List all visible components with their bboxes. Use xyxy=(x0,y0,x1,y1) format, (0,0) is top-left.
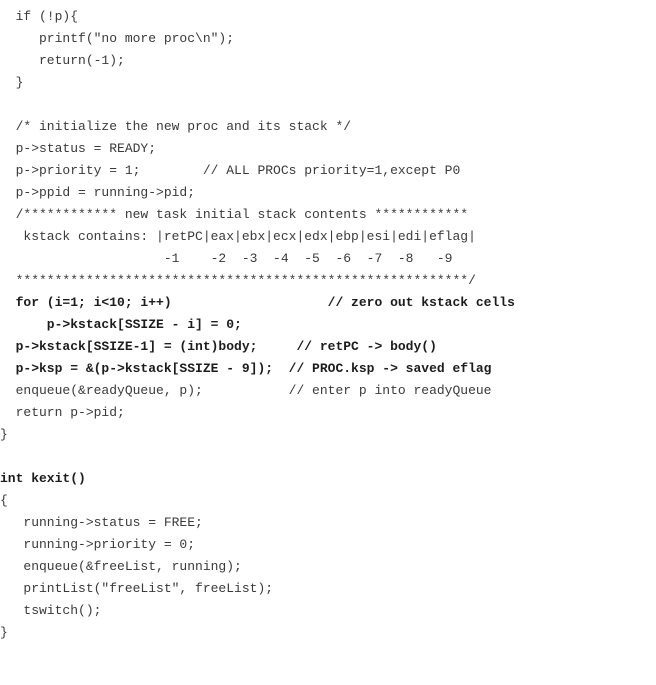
code-line: /* initialize the new proc and its stack */ xyxy=(0,119,352,134)
code-line: return p->pid; xyxy=(0,405,125,420)
code-line: running->priority = 0; xyxy=(0,537,196,552)
code-line: p->ppid = running->pid; xyxy=(0,185,196,200)
code-line: kstack contains: |retPC|eax|ebx|ecx|edx|ebp|esi|edi|eflag| xyxy=(0,229,476,244)
code-line-bold: p->kstack[SSIZE-1] = (int)body; // retPC -> body() xyxy=(0,339,437,354)
code-line: tswitch(); xyxy=(0,603,102,618)
code-line: } xyxy=(0,625,8,640)
code-line: **********************************************************/ xyxy=(0,273,476,288)
code-line: } xyxy=(0,75,24,90)
code-line: printList("freeList", freeList); xyxy=(0,581,274,596)
code-line: -1 -2 -3 -4 -5 -6 -7 -8 -9 xyxy=(0,251,453,266)
code-listing xyxy=(0,6,515,644)
code-line: p->status = READY; xyxy=(0,141,157,156)
code-line-bold: p->kstack[SSIZE - i] = 0; xyxy=(0,317,242,332)
code-line: enqueue(&freeList, running); xyxy=(0,559,242,574)
code-line: /************ new task initial stack contents ************ xyxy=(0,207,469,222)
code-line-bold: p->ksp = &(p->kstack[SSIZE - 9]); // PROC.ksp -> saved eflag xyxy=(0,361,492,376)
code-line: enqueue(&readyQueue, p); // enter p into readyQueue xyxy=(0,383,492,398)
code-line: return(-1); xyxy=(0,53,125,68)
code-line-bold: int kexit() xyxy=(0,471,86,486)
code-line xyxy=(0,446,515,468)
code-line: { xyxy=(0,493,8,508)
code-line-bold: for (i=1; i<10; i++) // zero out kstack cells xyxy=(0,295,515,310)
code-line xyxy=(0,94,515,116)
code-line: } xyxy=(0,427,8,442)
code-line: p->priority = 1; // ALL PROCs priority=1,except P0 xyxy=(0,163,461,178)
code-line: running->status = FREE; xyxy=(0,515,203,530)
code-line: printf("no more proc\n"); xyxy=(0,31,235,46)
code-line: if (!p){ xyxy=(0,9,79,24)
